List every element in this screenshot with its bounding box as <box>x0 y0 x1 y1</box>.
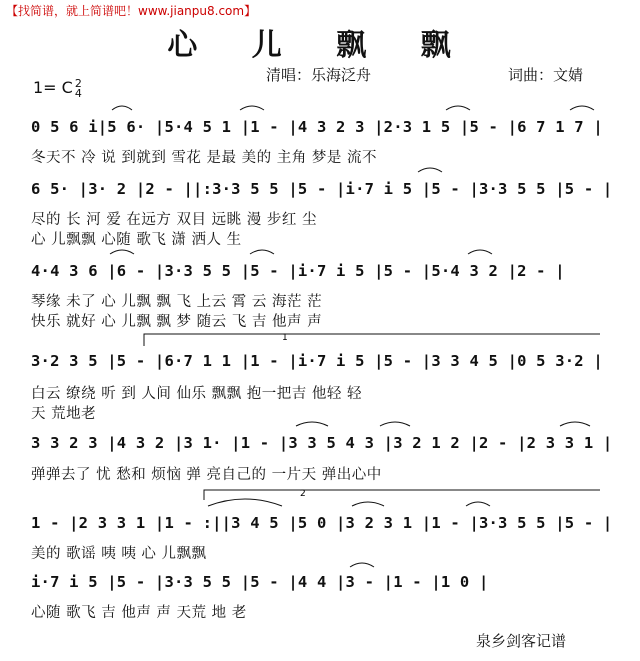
song-title: 心 儿 飘 飘 <box>167 28 473 63</box>
score-line-3-lyrics-1: 琴缘 未了 心 儿飘 飘 飞 上云 霄 云 海茫 茫 <box>31 294 323 310</box>
slur <box>418 168 442 172</box>
time-signature: 2 4 <box>74 76 82 100</box>
slur <box>240 106 264 110</box>
slur <box>352 502 384 506</box>
score-line-1-notes: 0 5 6 i|5 6· |5·4 5 1 |1 - |4 3 2 3 |2·3 1 5 |5 - |6 7 1 7 | <box>31 118 603 136</box>
site-banner: 【找简谱，就上简谱吧！www.jianpu8.com】 <box>6 4 257 18</box>
composer-credit: 词曲：文婧 <box>508 66 584 84</box>
slur <box>468 250 492 254</box>
score-line-7-notes: i·7 i 5 |5 - |3·3 5 5 |5 - |4 4 |3 - |1 - |1 0 | <box>31 573 489 591</box>
score-line-5-lyrics: 弹弹去了 忧 愁和 烦恼 弹 亮自己的 一片天 弹出心中 <box>31 467 382 483</box>
slur <box>110 250 134 254</box>
volta-label-1: 1 <box>282 333 288 343</box>
slur <box>350 563 374 567</box>
transcriber-signature: 泉乡剑客记谱 <box>476 632 567 650</box>
score-line-6-lyrics: 美的 歌谣 咦 咦 心 儿飘飘 <box>31 546 207 562</box>
slur <box>560 422 590 426</box>
score-line-4-lyrics-1: 白云 缭绕 听 到 人间 仙乐 飘飘 抱一把吉 他轻 轻 <box>31 386 362 402</box>
score-line-2-lyrics-1: 尽的 长 河 爱 在远方 双目 远眺 漫 步红 尘 <box>31 212 317 228</box>
score-line-4-notes: 3·2 3 5 |5 - |6·7 1 1 |1 - |i·7 i 5 |5 - |3 3 4 5 |0 5 3·2 | <box>31 352 603 370</box>
score-line-3-lyrics-2: 快乐 就好 心 儿飘 飘 梦 随云 飞 吉 他声 声 <box>31 314 323 330</box>
score-line-7-lyrics: 心随 歌飞 吉 他声 声 天荒 地 老 <box>31 605 247 621</box>
score-line-4-lyrics-2: 天 荒地老 <box>31 406 97 422</box>
score-line-1-lyrics: 冬天不 冷 说 到就到 雪花 是最 美的 主角 梦是 流不 <box>31 150 377 166</box>
key-label: 1= C <box>33 78 73 97</box>
slur <box>446 106 470 110</box>
slur <box>250 250 274 254</box>
slur <box>208 499 282 506</box>
score-line-2-notes: 6 5· |3· 2 |2 - ||:3·3 5 5 |5 - |i·7 i 5 |5 - |3·3 5 5 |5 - | <box>31 180 613 198</box>
slur <box>296 422 328 426</box>
score-line-5-notes: 3 3 2 3 |4 3 2 |3 1· |1 - |3 3 5 4 3 |3 2 1 2 |2 - |2 3 3 1 | <box>31 434 613 452</box>
score-line-3-notes: 4·4 3 6 |6 - |3·3 5 5 |5 - |i·7 i 5 |5 - |5·4 3 2 |2 - | <box>31 262 565 280</box>
volta-label-2: 2 <box>300 489 306 499</box>
volta-bracket-2 <box>204 490 600 500</box>
score-line-2-lyrics-2: 心 儿飘飘 心随 歌飞 潇 洒人 生 <box>31 232 242 248</box>
slur <box>466 502 490 506</box>
slur <box>112 106 132 110</box>
score-line-6-notes: 1 - |2 3 3 1 |1 - :||3 4 5 |5 0 |3 2 3 1 |1 - |3·3 5 5 |5 - | <box>31 514 613 532</box>
slur <box>570 106 594 110</box>
slur <box>380 422 410 426</box>
volta-bracket-1 <box>144 334 600 346</box>
singer-credit: 清唱：乐海泛舟 <box>266 66 372 84</box>
